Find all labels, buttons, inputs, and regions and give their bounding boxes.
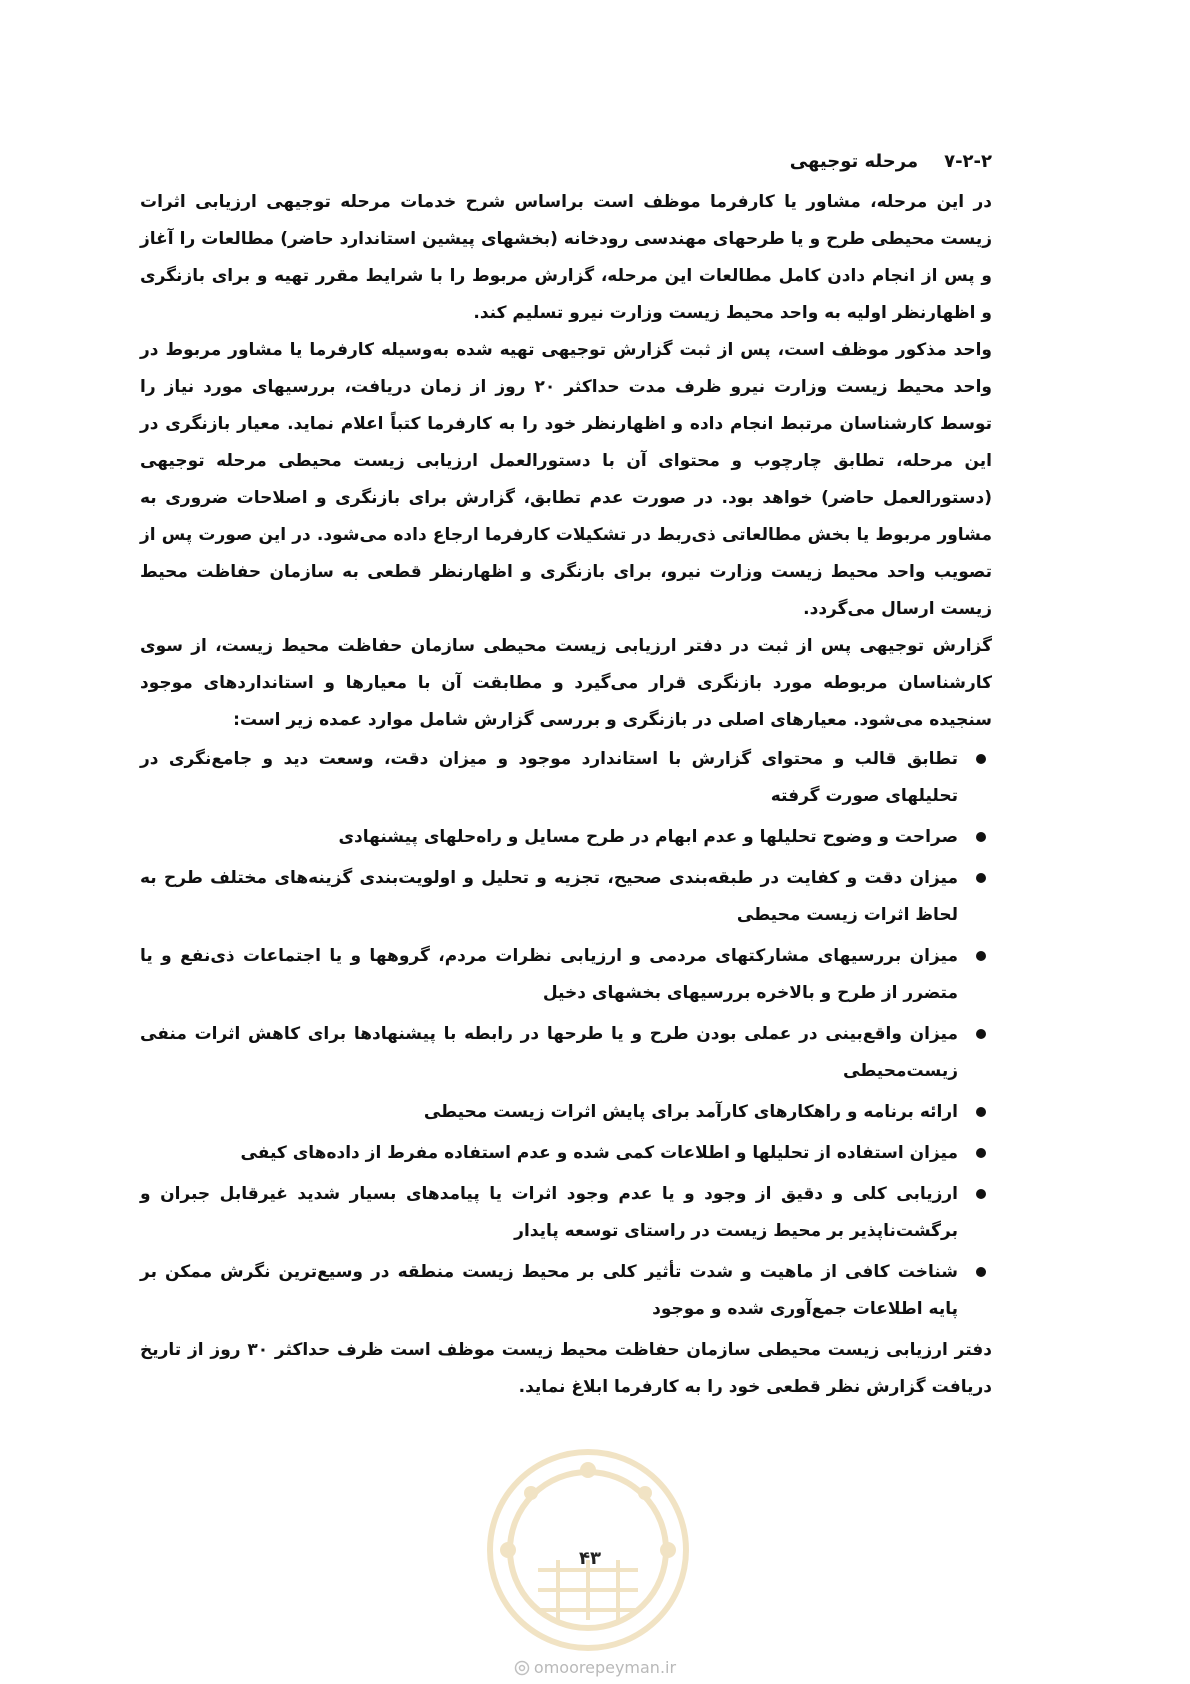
list-item bbox=[140, 1135, 992, 1172]
list-item-text: تطابق قالب و محتوای گزارش با استاندارد موجود و میزان دقت، وسعت دید و جامع‌نگری در تحلیلهای صورت گرفته bbox=[140, 749, 958, 806]
list-item bbox=[140, 938, 992, 1012]
bullet-icon bbox=[976, 1189, 986, 1199]
paragraph: واحد مذکور موظف است، پس از ثبت گزارش توجیهی تهیه شده به‌وسیله کارفرما یا مشاور مربوط در واحد محیط زیست وزارت نیرو ظرف مدت حداکثر ۲۰ روز از زمان دریافت، بررسیهای مورد نیاز را توسط کارشناسان مرتبط انجام داده و اظهارنظر خود را به کارفرما کتباً اعلام نماید. معیار بازنگری در این مرحله، تطابق چارچوب و محتوای آن با دستورالعمل ارزیابی زیست محیطی مرحله توجیهی (دستورالعمل حاضر) خواهد بود. در صورت عدم تطابق، گزارش برای بازنگری و اصلاحات ضروری به مشاور مربوط یا بخش مطالعاتی ذی‌ربط در تشکیلات کارفرما ارجاع داده می‌شود. در این صورت پس از تصویب واحد محیط زیست وزارت نیرو، برای بازنگری و اظهارنظر قطعی به سازمان حفاظت محیط زیست ارسال می‌گردد. bbox=[140, 340, 993, 619]
list-item-text: میزان واقع‌بینی در عملی بودن طرح و یا طرحها در رابطه با پیشنهادها برای کاهش اثرات منفی زیست‌محیطی bbox=[140, 1024, 958, 1081]
list-item-text: صراحت و وضوح تحلیلها و عدم ابهام در طرح مسایل و راه‌حلهای پیشنهادی bbox=[338, 827, 958, 847]
list-item bbox=[140, 1016, 992, 1090]
criteria-list bbox=[140, 741, 992, 1328]
list-item bbox=[140, 1094, 992, 1131]
page-number: ۴۳ bbox=[579, 1548, 601, 1569]
section-number: ۷-۲-۲ bbox=[944, 151, 992, 172]
bullet-icon bbox=[976, 1107, 986, 1117]
bullet-icon bbox=[976, 873, 986, 883]
section-heading bbox=[140, 140, 992, 184]
list-item bbox=[140, 741, 992, 815]
list-item bbox=[140, 1176, 992, 1250]
list-item-text: میزان بررسیهای مشارکتهای مردمی و ارزیابی نظرات مردم، گروهها و یا اجتماعات ذی‌نفع و یا متضرر از طرح و بالاخره بررسیهای بخشهای دخیل bbox=[140, 946, 958, 1003]
list-item bbox=[140, 819, 992, 856]
list-item-text: شناخت کافی از ماهیت و شدت تأثیر کلی بر محیط زیست منطقه در وسیع‌ترین نگرش ممکن بر پایه اطلاعات جمع‌آوری شده و موجود bbox=[140, 1262, 958, 1319]
bullet-icon bbox=[976, 1148, 986, 1158]
paragraph: گزارش توجیهی پس از ثبت در دفتر ارزیابی زیست محیطی سازمان حفاظت محیط زیست، از سوی کارشناسان مربوطه مورد بازنگری قرار می‌گیرد و مطابقت آن با معیارها و استانداردهای موجود سنجیده می‌شود. معیارهای اصلی در بازنگری و بررسی گزارش شامل موارد عمده زیر است: bbox=[140, 636, 992, 730]
list-item-text: ارزیابی کلی و دقیق از وجود و یا عدم وجود اثرات یا پیامدهای بسیار شدید غیرقابل جبران و برگشت‌ناپذیر بر محیط زیست در راستای توسعه پایدار bbox=[140, 1184, 958, 1241]
section-title: مرحله توجیهی bbox=[789, 151, 919, 172]
closing-paragraph: دفتر ارزیابی زیست محیطی سازمان حفاظت محیط زیست موظف است ظرف حداکثر ۳۰ روز از تاریخ دریافت گزارش نظر قطعی خود را به کارفرما ابلاغ نماید. bbox=[140, 1340, 992, 1397]
bullet-icon bbox=[976, 754, 986, 764]
bullet-icon bbox=[976, 951, 986, 961]
at-sign-icon bbox=[514, 1660, 530, 1676]
list-item-text: ارائه برنامه و راهکارهای کارآمد برای پایش اثرات زیست محیطی bbox=[423, 1102, 958, 1122]
list-item-text: میزان استفاده از تحلیلها و اطلاعات کمی شده و عدم استفاده مفرط از داده‌های کیفی bbox=[240, 1143, 958, 1163]
site-watermark bbox=[490, 1658, 700, 1677]
list-item bbox=[140, 1254, 992, 1328]
paragraph: در این مرحله، مشاور یا کارفرما موظف است براساس شرح خدمات مرحله توجیهی ارزیابی اثرات زیست محیطی طرح و یا طرحهای مهندسی رودخانه (بخشهای پیشین استاندارد حاضر) مطالعات را آغاز و پس از انجام دادن کامل مطالعات این مرحله، گزارش مربوط را با شرایط مقرر تهیه و برای بازنگری و اظهارنظر اولیه به واحد محیط زیست وزارت نیرو تسلیم کند. bbox=[140, 192, 992, 323]
page-content bbox=[140, 140, 992, 1406]
site-url: omoorepeyman.ir bbox=[533, 1658, 677, 1677]
list-item-text: میزان دقت و کفایت در طبقه‌بندی صحیح، تجزیه و تحلیل و اولویت‌بندی گزینه‌های مختلف طرح به لحاظ اثرات زیست محیطی bbox=[140, 868, 958, 925]
list-item bbox=[140, 860, 992, 934]
bullet-icon bbox=[976, 1267, 986, 1277]
bullet-icon bbox=[976, 832, 986, 842]
bullet-icon bbox=[976, 1029, 986, 1039]
